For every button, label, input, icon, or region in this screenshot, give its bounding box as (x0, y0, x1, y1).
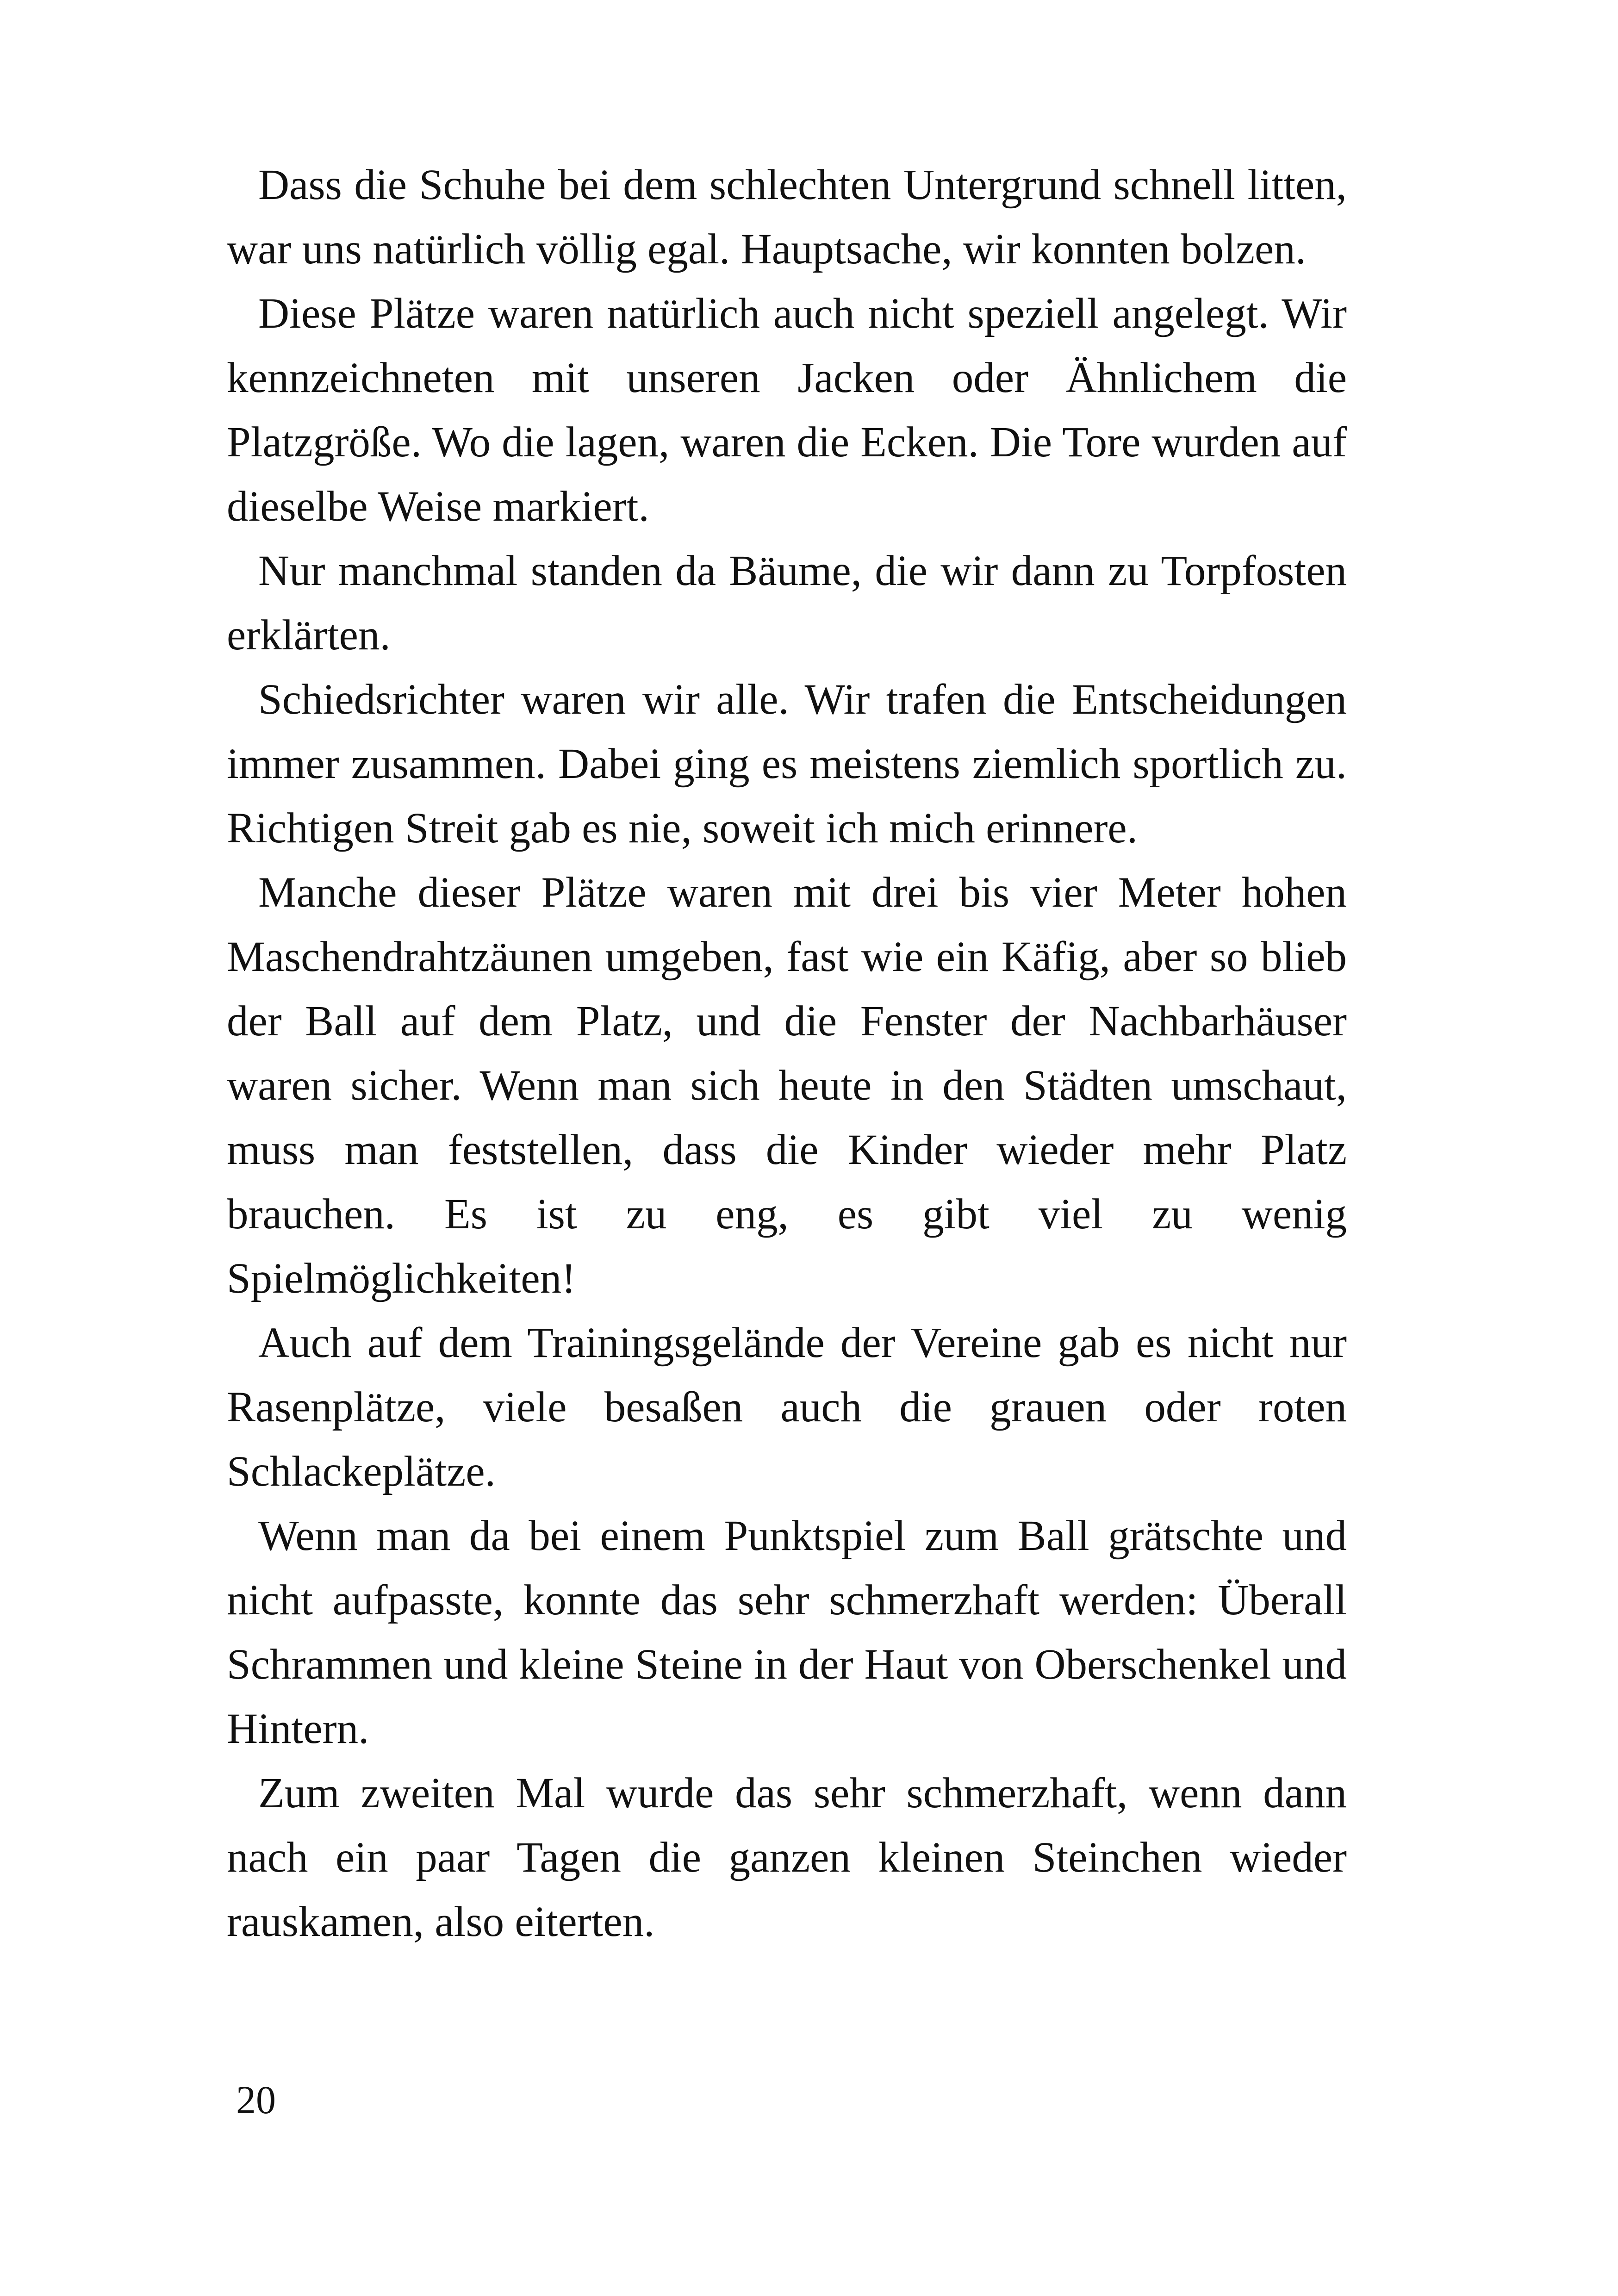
paragraph-4: Schiedsrichter waren wir alle. Wir trafen die Entscheidungen immer zusammen. Dabei ging es meistens ziemlich sportlich zu. Richtigen Streit gab es nie, soweit ich mich erinnere. (227, 676, 1347, 852)
paragraph-7: Wenn man da bei einem Punktspiel zum Ball grätschte und nicht aufpasste, konnte das sehr schmerzhaft werden: Überall Schrammen und kleine Steine in der Haut von Oberschenkel und Hintern. (227, 1512, 1347, 1753)
page-number: 20 (236, 2078, 276, 2122)
paragraph-8: Zum zweiten Mal wurde das sehr schmerzhaft, wenn dann nach ein paar Tagen die ganzen kleinen Steinchen wieder rauskamen, also eiterten. (227, 1769, 1347, 1946)
paragraph-2: Diese Plätze waren natürlich auch nicht speziell angelegt. Wir kennzeichneten mit unseren Jacken oder Ähnlichem die Platzgröße. Wo die lagen, waren die Ecken. Die Tore wurden auf dieselbe Weise markiert. (227, 290, 1347, 530)
body-text (227, 153, 1347, 1954)
paragraph-5: Manche dieser Plätze waren mit drei bis vier Meter hohen Maschendrahtzäunen umgeben, fast wie ein Käfig, aber so blieb der Ball auf dem Platz, und die Fenster der Nachbarhäuser waren sicher. Wenn man sich heute in den Städten umschaut, muss man feststellen, dass die Kinder wieder mehr Platz brauchen. Es ist zu eng, es gibt viel zu wenig Spielmöglichkeiten! (227, 869, 1347, 1302)
paragraph-3: Nur manchmal standen da Bäume, die wir dann zu Torpfosten erklärten. (227, 547, 1347, 659)
paragraph-6: Auch auf dem Trainingsgelände der Vereine gab es nicht nur Rasenplätze, viele besaßen auch die grauen oder roten Schlackeplätze. (227, 1319, 1347, 1495)
paragraph-1: Dass die Schuhe bei dem schlechten Untergrund schnell litten, war uns natürlich völlig egal. Hauptsache, wir konnten bolzen. (227, 161, 1347, 273)
